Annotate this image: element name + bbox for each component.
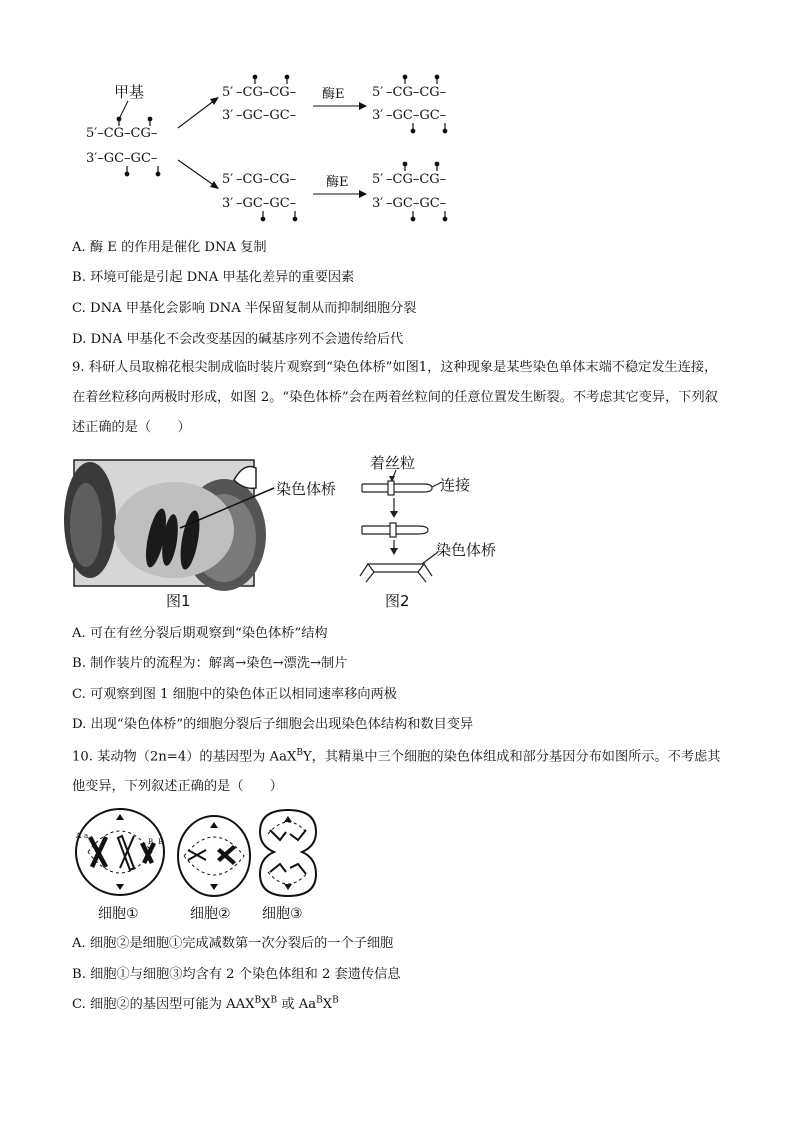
svg-text:–CG–CG–: –CG–CG– [236, 172, 297, 187]
q9-option-a: A. 可在有丝分裂后期观察到“染色体桥”结构 [72, 626, 328, 641]
top-mid-3-seq: –GC–GC– [236, 108, 297, 123]
q10-option-b: B. 细胞①与细胞③均含有 2 个染色体组和 2 套遗传信息 [72, 967, 401, 982]
fig2-caption: 图2 [385, 592, 410, 610]
q9-option-d: D. 出现“染色体桥”的细胞分裂后子细胞会出现染色体结构和数目变异 [72, 717, 474, 732]
q8-option-c: C. DNA 甲基化会影响 DNA 半保留复制从而抑制细胞分裂 [72, 301, 417, 316]
svg-text:5′: 5′ [372, 85, 384, 100]
q9-stem: 9. 科研人员取棉花根尖制成临时装片观察到“染色体桥”如图1，这种现象是某些染色单体末端不稳定发生连接，在着丝粒移向两极时形成，如图 2。“染色体桥”会在两着丝粒间的任意位置发生断裂。不考虑其它变异，下列叙述正确的是（ ） [72, 360, 718, 435]
enzyme-label-bottom: 酶E [326, 175, 349, 190]
q10-option-c: C. 细胞②的基因型可能为 $AAX^BX^B$ 或 $Aa^BX^B$ [72, 995, 339, 1012]
micrograph-pointer [170, 480, 270, 540]
cell-2-label: 细胞② [190, 906, 231, 922]
top-mid-3: 3′ [222, 108, 234, 123]
svg-text:–GC–GC–: –GC–GC– [386, 108, 447, 123]
bridge-schematic-figure-2 [358, 470, 478, 600]
svg-text:–CG–CG–: –CG–CG– [386, 85, 447, 100]
q8-option-d: D. DNA 甲基化不会改变基因的碱基序列不会遗传给后代 [72, 332, 404, 347]
q10-option-a: A. 细胞②是细胞①完成减数第一次分裂后的一个子细胞 [72, 936, 394, 951]
gene-label-B1: B [148, 838, 154, 846]
q8-option-b: B. 环境可能是引起 DNA 甲基化差异的重要因素 [72, 270, 355, 285]
fig1-bridge-label: 染色体桥 [276, 480, 337, 498]
q8-option-a: A. 酶 E 的作用是催化 DNA 复制 [72, 240, 267, 255]
enzyme-label-top: 酶E [322, 87, 345, 102]
cell-3-label: 细胞③ [262, 906, 303, 922]
fig2-bridge-label: 染色体桥 [436, 541, 497, 559]
cell-3-figure [258, 806, 318, 898]
svg-text:–CG–CG–: –CG–CG– [386, 172, 447, 187]
left-strand-5: 5′–CG–CG– [86, 126, 158, 141]
top-mid-5-seq: –CG–CG– [236, 85, 297, 100]
top-mid-5: 5′ [222, 85, 234, 100]
gene-label-A: A [76, 832, 82, 840]
q9-option-b: B. 制作装片的流程为：解离→染色→漂洗→制片 [72, 656, 348, 671]
gene-label-a: a [84, 832, 89, 840]
svg-text:–GC–GC–: –GC–GC– [236, 196, 297, 211]
fig2-connect-label: 连接 [440, 476, 471, 494]
svg-text:5′: 5′ [372, 172, 384, 187]
svg-text:3′: 3′ [372, 108, 384, 123]
left-strand-3: 3′–GC–GC– [86, 151, 158, 166]
methylation-diagram [0, 0, 794, 230]
cell-1-label: 细胞① [98, 906, 139, 922]
q10-stem: 10. 某动物（2n=4）的基因型为 AaX$^B$Y，其精巢中三个细胞的染色体组成和部分基因分布如图所示。不考虑其他变异，下列叙述正确的是（ ） [72, 748, 721, 795]
cell-2-figure [176, 814, 252, 898]
svg-text:3′: 3′ [372, 196, 384, 211]
fig2-centromere-label: 着丝粒 [370, 454, 416, 472]
q9-option-c: C. 可观察到图 1 细胞中的染色体正以相同速率移向两极 [72, 687, 397, 702]
fig1-caption: 图1 [166, 592, 191, 610]
svg-text:–GC–GC–: –GC–GC– [386, 196, 447, 211]
methyl-label: 甲基 [114, 83, 145, 101]
svg-text:3′: 3′ [222, 196, 234, 211]
gene-label-B2: B [158, 838, 164, 846]
cell-1-figure [74, 806, 166, 898]
svg-text:5′: 5′ [222, 172, 234, 187]
